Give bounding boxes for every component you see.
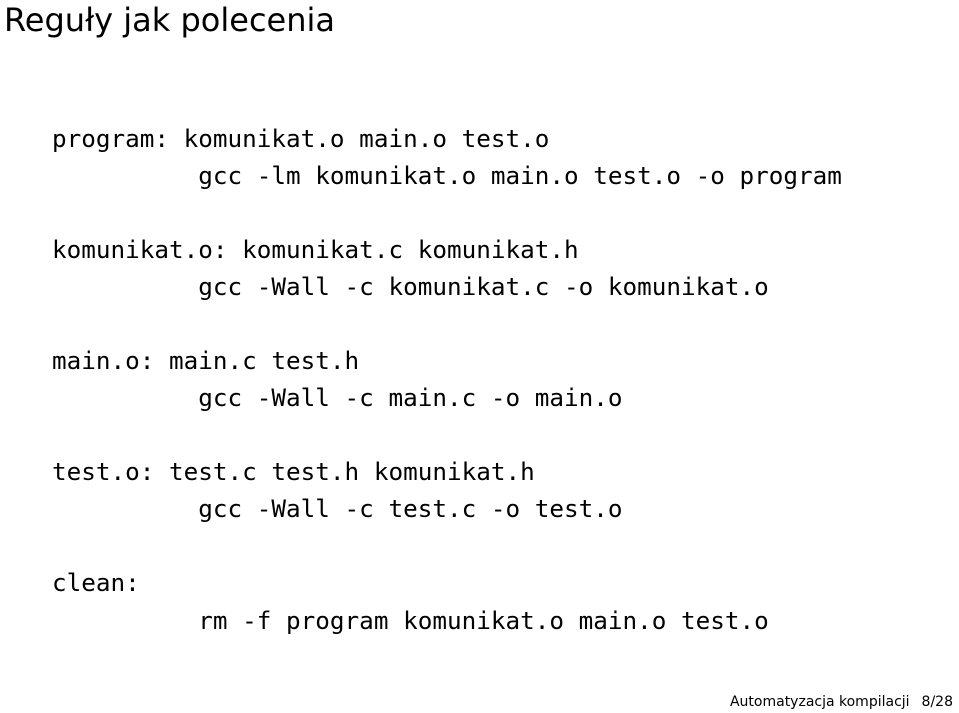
makefile-line: gcc -Wall -c main.c -o main.o	[52, 383, 623, 412]
makefile-line: gcc -Wall -c komunikat.c -o komunikat.o	[52, 272, 769, 301]
slide-footer	[730, 693, 953, 711]
makefile-line: clean:	[52, 568, 140, 597]
footer-section-title: Automatyzacja kompilacji	[729, 694, 910, 710]
makefile-line: rm -f program komunikat.o main.o test.o	[52, 606, 769, 635]
makefile-line: gcc -Wall -c test.c -o test.o	[52, 494, 623, 523]
makefile-line: gcc -lm komunikat.o main.o test.o -o program	[52, 161, 842, 190]
makefile-line: komunikat.o: komunikat.c komunikat.h	[52, 235, 579, 264]
makefile-line: main.o: main.c test.h	[52, 346, 360, 375]
slide-title: Reguły jak polecenia	[4, 1, 336, 39]
makefile-line: program: komunikat.o main.o test.o	[52, 124, 550, 153]
makefile-line: test.o: test.c test.h komunikat.h	[52, 457, 535, 486]
footer-page-number: 8/28	[921, 694, 953, 710]
